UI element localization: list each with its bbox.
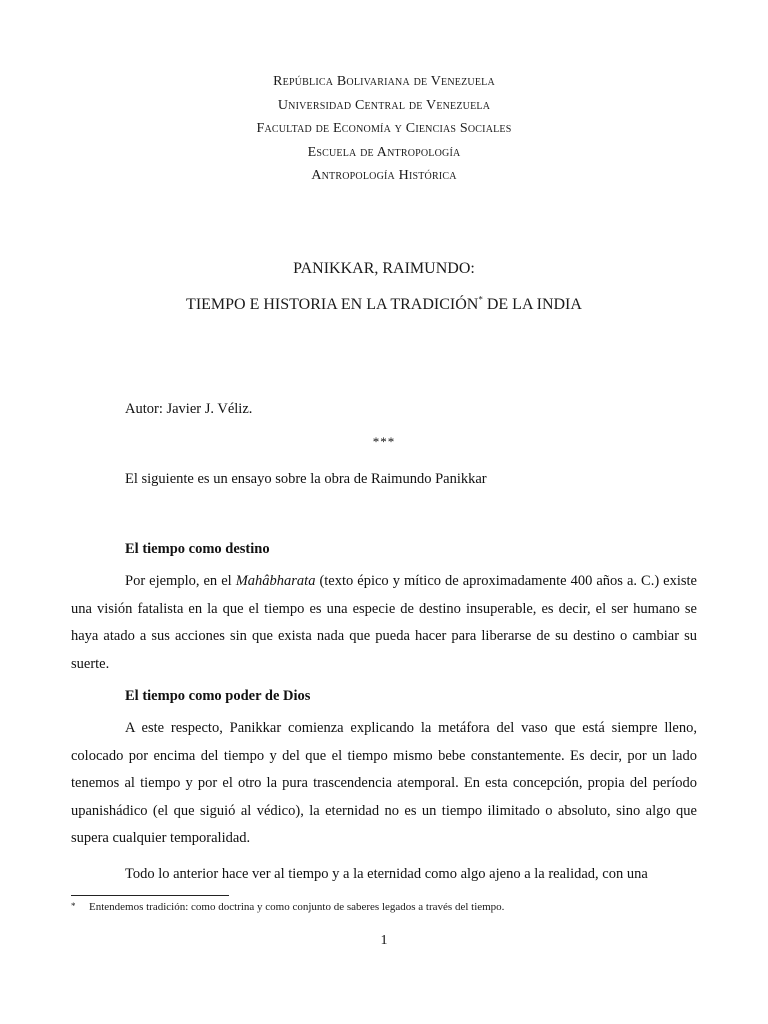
institution-header bbox=[0, 70, 768, 188]
page-number: 1 bbox=[380, 933, 388, 948]
header-line-university: Universidad Central de Venezuela bbox=[277, 97, 491, 113]
paragraph-continuation bbox=[71, 861, 697, 889]
title-text: TIEMPO E HISTORIA EN LA TRADICIÓN bbox=[186, 296, 479, 313]
footnote bbox=[71, 901, 504, 913]
title-text-end: DE LA INDIA bbox=[482, 296, 582, 313]
footnote-divider bbox=[71, 895, 229, 896]
header-line-republic: República Bolivariana de Venezuela bbox=[273, 74, 495, 89]
header-line-course: Antropología Histórica bbox=[311, 168, 457, 183]
footnote-reference-mark: * bbox=[478, 294, 483, 305]
document-title-author: PANIKKAR, RAIMUNDO: bbox=[293, 260, 475, 277]
author-line: Autor: Javier J. Véliz. bbox=[125, 401, 253, 417]
italic-title-mahabharata: Mahâbharata bbox=[235, 573, 316, 589]
section-separator: *** bbox=[372, 434, 396, 449]
footnote-mark: * bbox=[71, 901, 76, 911]
header-line-school: Escuela de Antropología bbox=[307, 144, 461, 160]
section-heading-god-power: El tiempo como poder de Dios bbox=[125, 688, 311, 704]
paragraph-destiny bbox=[71, 568, 697, 678]
paragraph-god-power: A este respecto, Panikkar comienza explicando la metáfora del vaso que está siempre lleno, colocado por encima del tiempo y del que el tiempo mismo bebe constantemente. Es decir, por un lado tenemos al tiempo y por el otro la pura trascendencia atemporal. En esta concepción, propia del período upanishádico (el que siguió al védico), la eternidad no es un tiempo ilimitado o absoluto, sino algo que supera cualquier temporalidad. bbox=[71, 720, 697, 846]
paragraph-text-continued: (texto épico y mítico de aproximadamente 400 años a. C.) existe una visión fatalista en la que el tiempo es una especie de destino insuperable, es decir, el ser humano se haya atado a sus acciones sin que exista nada que pueda hacer para liberarse de su destino o cambiar su suerte. bbox=[71, 573, 697, 672]
header-line-faculty: Facultad de Economía y Ciencias Sociales bbox=[256, 121, 512, 136]
intro-sentence: El siguiente es un ensayo sobre la obra de Raimundo Panikkar bbox=[125, 471, 487, 487]
paragraph-first-line: Todo lo anterior hace ver al tiempo y a la eternidad como algo ajeno a la realidad, con una bbox=[125, 866, 648, 882]
paragraph-text: Por ejemplo, en el bbox=[125, 573, 236, 589]
section-heading-destiny: El tiempo como destino bbox=[125, 541, 270, 557]
footnote-text: Entendemos tradición: como doctrina y como conjunto de saberes legados a través del tiempo. bbox=[89, 901, 505, 913]
document-title bbox=[0, 296, 768, 314]
